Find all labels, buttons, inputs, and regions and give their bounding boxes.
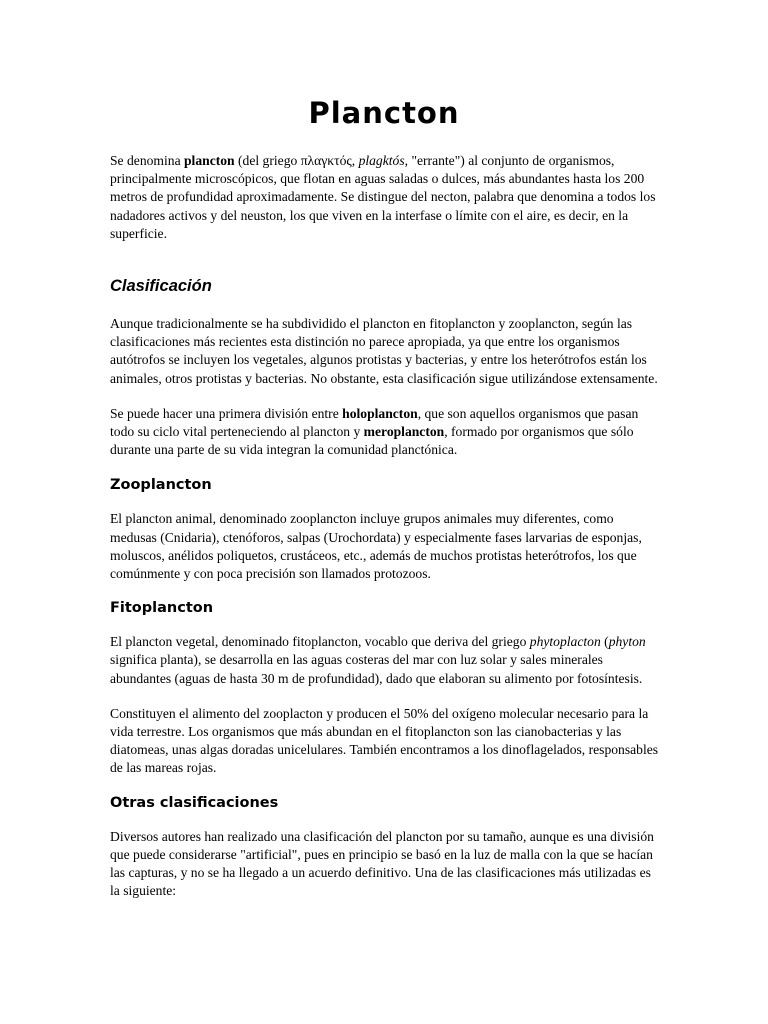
fitoplancton-p1-text-2: ( (600, 634, 609, 650)
intro-greek-word: πλαγκτός (300, 153, 352, 168)
clasificacion-p2-text-1: Se puede hacer una primera división entre (110, 405, 343, 421)
clasificacion-p2-text-3: , formado por organismos que sólo durante una parte de su vida integran la comunidad planctónica. (110, 424, 634, 458)
term-meroplancton: meroplancton (363, 424, 445, 440)
clasificacion-paragraph-1: Aunque tradicionalmente se ha subdividido el plancton en fitoplancton y zooplancton, según las clasificaciones más recientes esta distinción no parece apropiada, ya que entre los organismos autótrofos se incluyen los vegetales, algunos protistas y bacterias, y entre los heterótrofos están los animales, otros protistas y bacterias. No obstante, esta clasificación sigue utilizándose extensamente. (110, 316, 658, 386)
intro-text-3: , (351, 153, 359, 168)
otras-paragraph: Diversos autores han realizado una clasificación del plancton por su tamaño, aunque es una división que puede considerarse "artificial", pues en principio se basó en la luz de malla con la que se hacían las capturas, y no se ha llegado a un acuerdo definitivo. Una de las clasificaciones más utilizadas es la siguiente: (110, 828, 654, 899)
intro-text-1: Se denomina (110, 153, 184, 168)
intro-text-4: , "errante") al conjunto de organismos, principalmente microscópicos, que flotan en aguas saladas o dulces, más abundantes hasta los 200 metros de profundidad aproximadamente. Se distingue del necton, palabra que denomina a todos los nadadores activos y del neuston, los que viven en la interfase o límite con el aire, es decir, en la superficie. (110, 153, 656, 241)
fitoplancton-paragraph-1 (110, 633, 662, 688)
intro-transliteration: plagktós (358, 153, 405, 168)
heading-clasificacion: Clasificación (110, 277, 212, 296)
clasificacion-paragraph-2 (110, 405, 662, 460)
fitoplancton-paragraph-2: Constituyen el alimento del zooplacton y producen el 50% del oxígeno molecular necesario para la vida terrestre. Los organismos que más abundan en el fitoplancton son las cianobacterias y las diatomeas, unas algas doradas unicelulares. También encontramos a los dinoflagelados, responsables de las mareas rojas. (110, 705, 659, 776)
heading-otras-clasificaciones: Otras clasificaciones (110, 794, 279, 811)
heading-fitoplancton: Fitoplancton (110, 600, 214, 617)
clasificacion-p2-text-2: , que son aquellos organismos que pasan todo su ciclo vital perteneciendo al plancton y (110, 405, 639, 440)
intro-paragraph (110, 152, 662, 243)
fitoplancton-p1-text-1: El plancton vegetal, denominado fitoplancton, vocablo que deriva del griego (110, 634, 530, 650)
document-body (110, 152, 662, 900)
term-phyton: phyton (608, 634, 646, 650)
intro-term-plancton: plancton (184, 153, 235, 168)
intro-text-2: (del griego (234, 153, 301, 168)
fitoplancton-p1-text-3: significa planta), se desarrolla en las aguas costeras del mar con luz solar y sales minerales abundantes (aguas de hasta 30 m de profundidad), dado que elaboran su alimento por fotosíntesis. (110, 652, 643, 686)
zooplancton-paragraph: El plancton animal, denominado zooplancton incluye grupos animales muy diferentes, como medusas (Cnidaria), ctenóforos, salpas (Urochordata) y especialmente fases larvarias de esponjas, moluscos, anélidos poliquetos, crustáceos, etc., además de muchos protistas heterótrofos, los que comúnmente y con poca precisión son llamados protozoos. (110, 511, 642, 582)
term-holoplancton: holoplancton (342, 405, 418, 421)
heading-zooplancton: Zooplancton (110, 477, 212, 494)
page-title: Plancton (308, 96, 460, 130)
term-phytoplacton: phytoplacton (529, 634, 601, 650)
